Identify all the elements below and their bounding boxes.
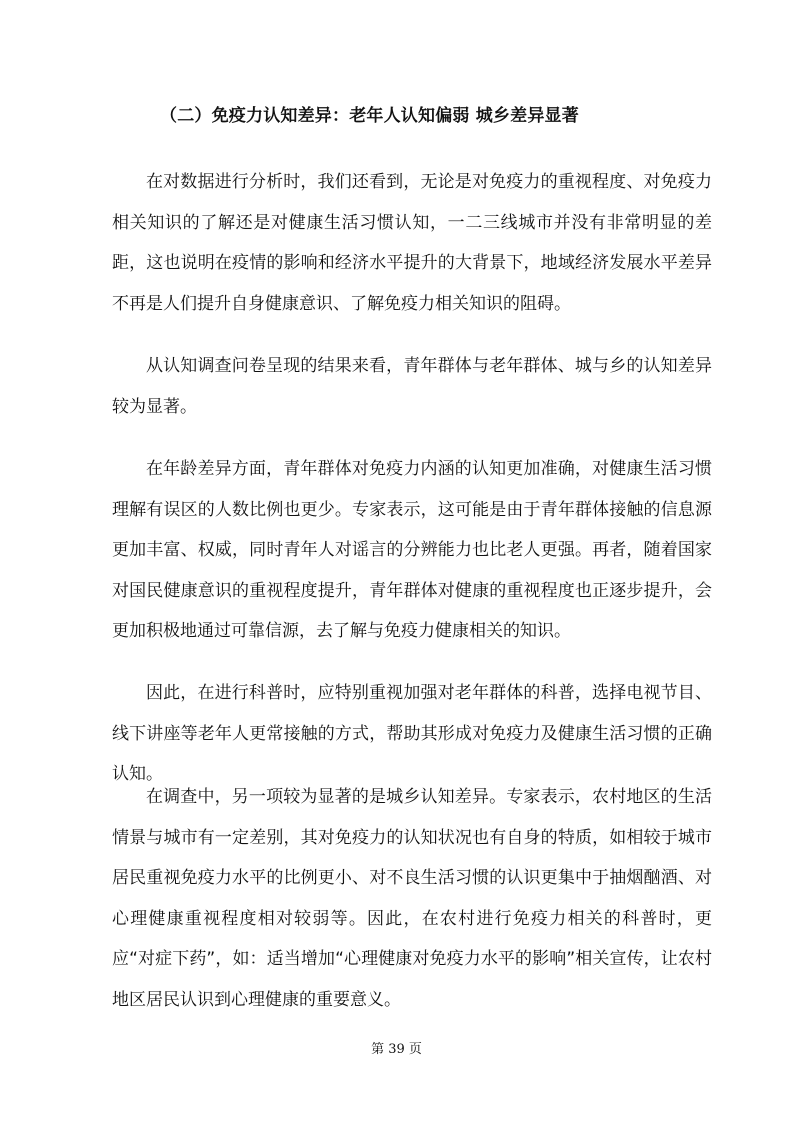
paragraph-urban-rural-difference: 在调查中，另一项较为显著的是城乡认知差异。专家表示，农村地区的生活情景与城市有一定差别，其对免疫力的认知状况也有自身的特质，如相较于城市居民重视免疫力水平的比例更小、对不良生活习惯的认识更集中于抽烟酗酒、对心理健康重视程度相对较弱等。因此，在农村进行免疫力相关的科普时，更应“对症下药”，如：适当增加“心理健康对免疫力水平的影响”相关宣传，让农村地区居民认识到心理健康的重要意义。 bbox=[112, 787, 712, 1010]
section-heading: （二）免疫力认知差异：老年人认知偏弱 城乡差异显著 bbox=[160, 106, 579, 126]
page-number: 第 39 页 bbox=[371, 1042, 422, 1057]
paragraph-survey-summary: 从认知调查问卷呈现的结果来看，青年群体与老年群体、城与乡的认知差异较为显著。 bbox=[112, 356, 712, 417]
paragraph-age-difference: 在年龄差异方面，青年群体对免疫力内涵的认知更加准确，对健康生活习惯理解有误区的人数比例也更少。专家表示，这可能是由于青年群体接触的信息源更加丰富、权威，同时青年人对谣言的分辨能力也比老人更强。再者，随着国家对国民健康意识的重视程度提升，青年群体对健康的重视程度也正逐步提升，会更加积极地通过可靠信源，去了解与免疫力健康相关的知识。 bbox=[112, 459, 712, 641]
paragraph-elderly-outreach: 因此，在进行科普时，应特别重视加强对老年群体的科普，选择电视节目、线下讲座等老年人更常接触的方式，帮助其形成对免疫力及健康生活习惯的正确认知。 bbox=[112, 683, 712, 784]
paragraph-regional-comparison: 在对数据进行分析时，我们还看到，无论是对免疫力的重视程度、对免疫力相关知识的了解还是对健康生活习惯认知，一二三线城市并没有非常明显的差距，这也说明在疫情的影响和经济水平提升的大背景下，地域经济发展水平差异不再是人们提升自身健康意识、了解免疫力相关知识的阻碍。 bbox=[112, 172, 712, 314]
